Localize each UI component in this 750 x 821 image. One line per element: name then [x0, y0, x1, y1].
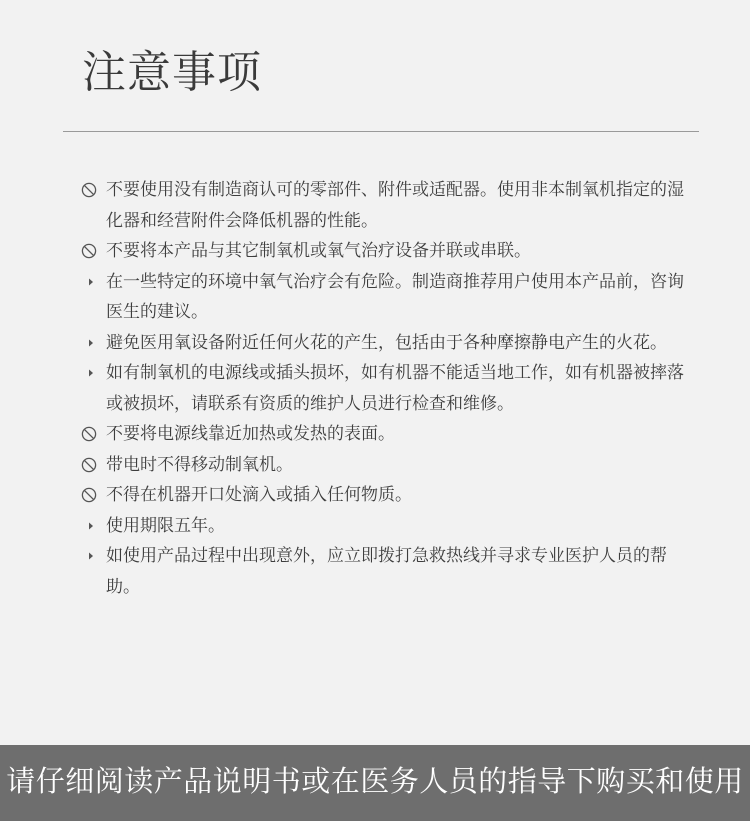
precaution-text: 在一些特定的环境中氧气治疗会有危险。制造商推荐用户使用本产品前，咨询医生的建议。 [106, 271, 684, 322]
precaution-item [80, 480, 690, 511]
triangle-bullet-icon [80, 267, 102, 298]
page-title: 注意事项 [82, 47, 262, 98]
precautions-list [80, 175, 690, 602]
precaution-text: 不得在机器开口处滴入或插入任何物质。 [106, 485, 412, 505]
title-divider [63, 131, 699, 132]
precaution-text: 带电时不得移动制氧机。 [106, 454, 293, 475]
precaution-item [80, 328, 690, 359]
precaution-item [80, 358, 690, 419]
precaution-text: 如使用产品过程中出现意外，应立即拨打急救热线并寻求专业医护人员的帮助。 [106, 546, 667, 597]
triangle-bullet-icon [80, 358, 102, 389]
footer-text: 请仔细阅读产品说明书或在医务人员的指导下购买和使用 [6, 764, 744, 798]
prohibited-icon [80, 450, 102, 481]
footer-banner [0, 745, 750, 821]
precaution-text: 不要将电源线靠近加热或发热的表面。 [106, 424, 395, 444]
precaution-item [80, 175, 690, 236]
triangle-bullet-icon [80, 541, 102, 572]
prohibited-icon [80, 236, 102, 267]
prohibited-icon [80, 480, 102, 511]
triangle-bullet-icon [80, 328, 102, 359]
precaution-text: 避免医用氧设备附近任何火花的产生，包括由于各种摩擦静电产生的火花。 [106, 332, 667, 353]
triangle-bullet-icon [80, 511, 102, 542]
precaution-text: 不要使用没有制造商认可的零部件、附件或适配器。使用非本制氧机指定的湿化器和经营附件会降低机器的性能。 [106, 180, 684, 231]
precaution-text: 如有制氧机的电源线或插头损坏，如有机器不能适当地工作，如有机器被摔落或被损坏，请联系有资质的维护人员进行检查和维修。 [106, 363, 684, 414]
precaution-item [80, 236, 690, 267]
precaution-item [80, 419, 690, 450]
precaution-item [80, 541, 690, 602]
precaution-text: 使用期限五年。 [106, 515, 225, 536]
prohibited-icon [80, 419, 102, 450]
precaution-item [80, 450, 690, 481]
prohibited-icon [80, 175, 102, 206]
precaution-item [80, 267, 690, 328]
precaution-text: 不要将本产品与其它制氧机或氧气治疗设备并联或串联。 [106, 241, 531, 261]
precaution-item [80, 511, 690, 542]
